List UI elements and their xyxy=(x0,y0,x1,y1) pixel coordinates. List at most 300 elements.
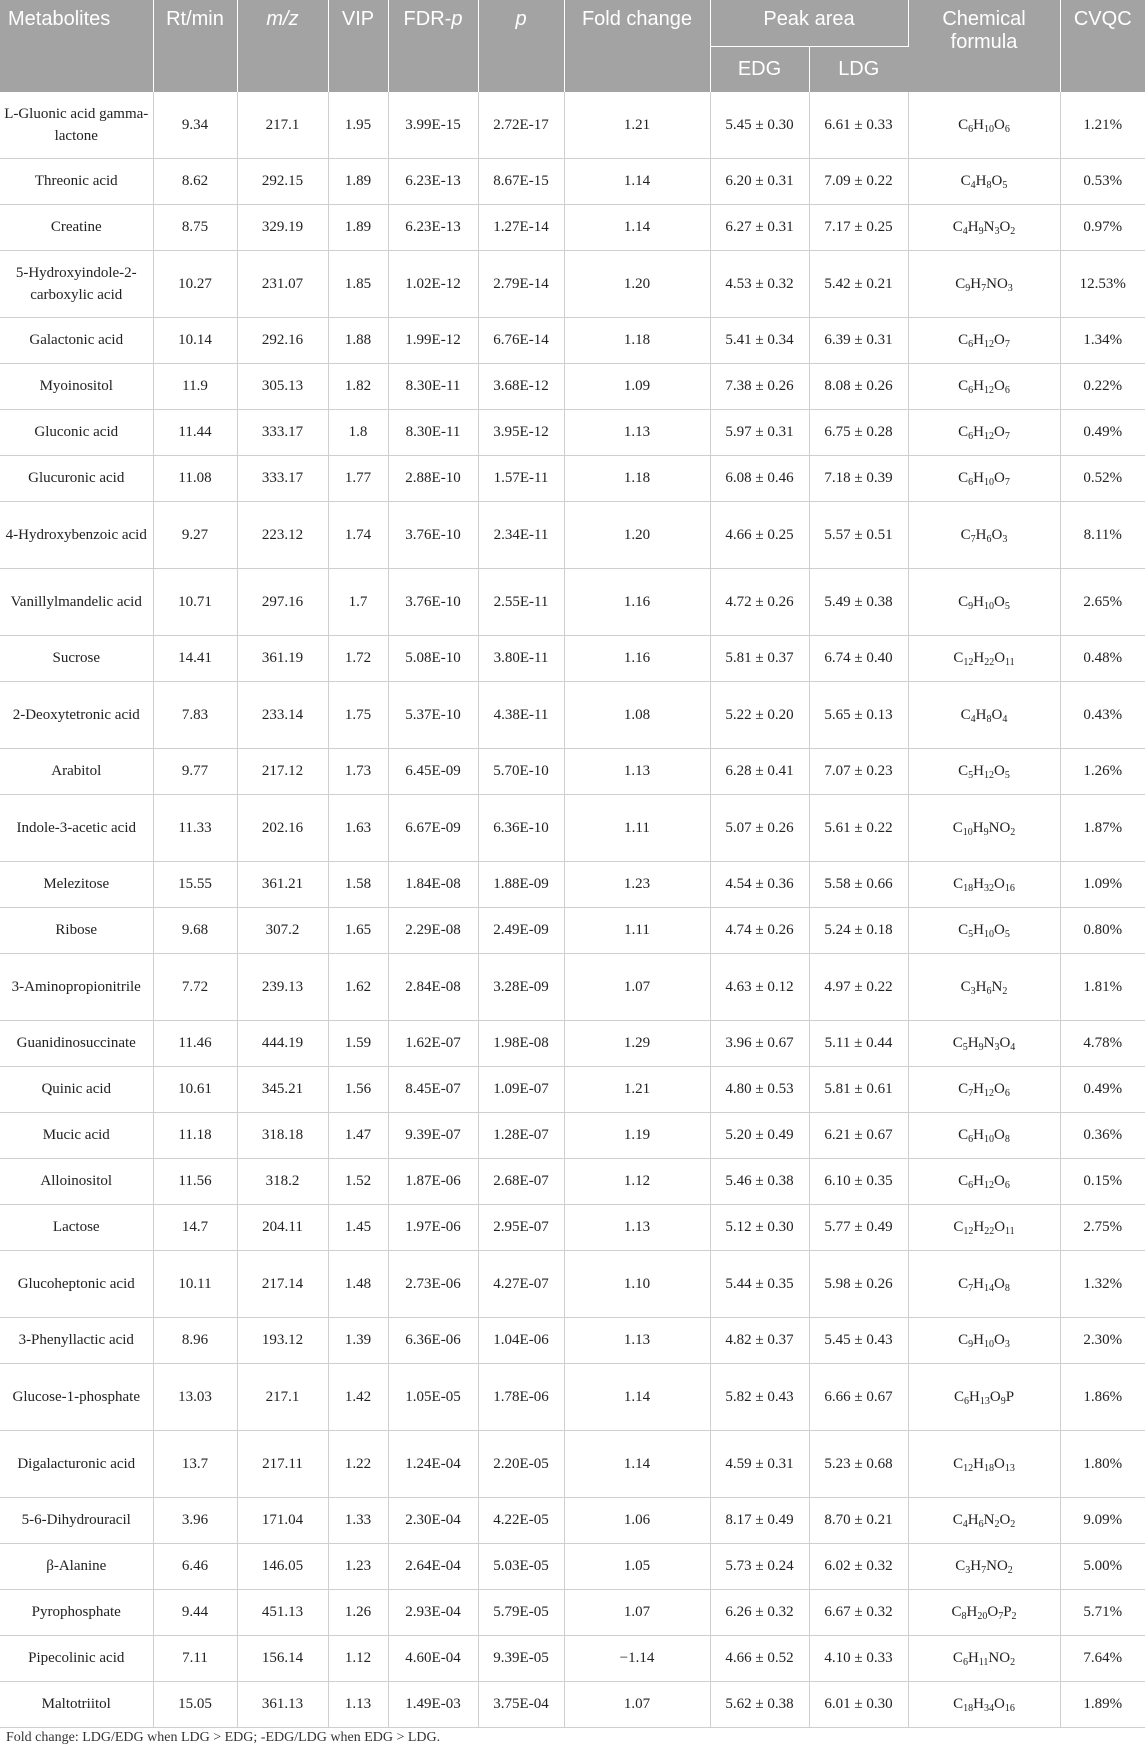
formula-element: H xyxy=(970,1558,982,1574)
formula-element: C xyxy=(960,173,971,189)
header-edg: EDG xyxy=(710,46,809,92)
formula-subscript: 14 xyxy=(984,1282,995,1294)
header-fdr-p xyxy=(388,0,478,92)
formula-element: C xyxy=(958,1332,969,1348)
header-cvqc: CVQC xyxy=(1060,0,1145,92)
formula-element: C xyxy=(958,593,969,610)
formula-element: H xyxy=(973,876,985,892)
vip-value: 1.63 xyxy=(328,794,388,861)
formula-element: O xyxy=(994,470,1005,486)
edg-peak-area: 4.54 ± 0.36 xyxy=(710,861,809,907)
cvqc-value: 1.34% xyxy=(1060,317,1145,363)
formula-subscript: 5 xyxy=(1004,600,1010,612)
formula-element: H xyxy=(973,1173,985,1189)
p-value: 9.39E-05 xyxy=(478,1635,564,1681)
formula-subscript: 5 xyxy=(1002,180,1008,191)
fold-change-value: 1.08 xyxy=(564,681,710,748)
fold-change-value: 1.14 xyxy=(564,158,710,204)
fdr-p-value: 1.99E-12 xyxy=(388,317,478,363)
cvqc-value: 0.49% xyxy=(1060,1066,1145,1112)
vip-value: 1.89 xyxy=(328,158,388,204)
edg-peak-area: 7.38 ± 0.26 xyxy=(710,363,809,409)
cvqc-value: 0.22% xyxy=(1060,363,1145,409)
chemical-formula xyxy=(908,1250,1060,1317)
formula-element: O xyxy=(994,876,1005,892)
mz-value: 307.2 xyxy=(237,907,328,953)
p-value: 1.57E-11 xyxy=(478,455,564,501)
formula-subscript: 3 xyxy=(965,1565,971,1576)
p-value: 3.68E-12 xyxy=(478,363,564,409)
ldg-peak-area: 5.77 ± 0.49 xyxy=(809,1204,908,1250)
p-value: 6.36E-10 xyxy=(478,794,564,861)
cvqc-value: 0.43% xyxy=(1060,681,1145,748)
mz-value: 444.19 xyxy=(237,1020,328,1066)
ldg-peak-area: 6.67 ± 0.32 xyxy=(809,1589,908,1635)
edg-peak-area: 6.26 ± 0.32 xyxy=(710,1589,809,1635)
formula-subscript: 7 xyxy=(1004,431,1010,442)
table-row xyxy=(0,953,1145,1020)
formula-subscript: 6 xyxy=(968,385,974,396)
mz-value: 297.16 xyxy=(237,568,328,635)
fold-change-value: 1.09 xyxy=(564,363,710,409)
vip-value: 1.74 xyxy=(328,501,388,568)
ldg-peak-area: 8.08 ± 0.26 xyxy=(809,363,908,409)
edg-peak-area: 4.74 ± 0.26 xyxy=(710,907,809,953)
cvqc-value: 1.81% xyxy=(1060,953,1145,1020)
ldg-peak-area: 7.07 ± 0.23 xyxy=(809,748,908,794)
formula-subscript: 12 xyxy=(963,657,974,668)
fdr-p-value: 1.24E-04 xyxy=(388,1430,478,1497)
edg-peak-area: 4.80 ± 0.53 xyxy=(710,1066,809,1112)
mz-value: 318.18 xyxy=(237,1112,328,1158)
cvqc-value: 0.97% xyxy=(1060,204,1145,250)
header-formula-line1: Chemical xyxy=(942,8,1026,30)
fdr-p-value: 3.76E-10 xyxy=(388,501,478,568)
p-value: 3.95E-12 xyxy=(478,409,564,455)
fold-change-value: 1.14 xyxy=(564,1430,710,1497)
mz-value: 231.07 xyxy=(237,250,328,317)
fold-change-value: 1.13 xyxy=(564,748,710,794)
edg-peak-area: 6.28 ± 0.41 xyxy=(710,748,809,794)
p-value: 8.67E-15 xyxy=(478,158,564,204)
edg-peak-area: 6.08 ± 0.46 xyxy=(710,455,809,501)
cvqc-value: 8.11% xyxy=(1060,501,1145,568)
formula-element: NO xyxy=(986,1558,1008,1574)
metabolite-name: β-Alanine xyxy=(0,1543,153,1589)
header-mz xyxy=(237,0,328,92)
formula-element: C xyxy=(958,424,969,440)
chemical-formula xyxy=(908,794,1060,861)
ldg-peak-area: 6.21 ± 0.67 xyxy=(809,1112,908,1158)
mz-value: 361.19 xyxy=(237,635,328,681)
formula-subscript: 5 xyxy=(968,929,974,940)
formula-element: O xyxy=(991,706,1003,723)
formula-subscript: 9 xyxy=(965,282,971,294)
header-p xyxy=(478,0,564,92)
table-row xyxy=(0,1158,1145,1204)
formula-element: O xyxy=(994,922,1005,938)
fdr-p-value: 4.60E-04 xyxy=(388,1635,478,1681)
chemical-formula xyxy=(908,92,1060,159)
fdr-p-value: 1.97E-06 xyxy=(388,1204,478,1250)
fold-change-value: 1.13 xyxy=(564,1204,710,1250)
fdr-p-value: 6.45E-09 xyxy=(388,748,478,794)
vip-value: 1.58 xyxy=(328,861,388,907)
mz-value: 217.11 xyxy=(237,1430,328,1497)
formula-subscript: 11 xyxy=(1005,657,1015,668)
formula-element: H xyxy=(969,1388,980,1405)
formula-subscript: 2 xyxy=(1002,985,1008,997)
formula-subscript: 9 xyxy=(968,1339,974,1350)
table-row xyxy=(0,1363,1145,1430)
ldg-peak-area: 5.23 ± 0.68 xyxy=(809,1430,908,1497)
chemical-formula xyxy=(908,250,1060,317)
vip-value: 1.42 xyxy=(328,1363,388,1430)
formula-subscript: 9 xyxy=(968,600,974,612)
cvqc-value: 1.26% xyxy=(1060,748,1145,794)
mz-value: 345.21 xyxy=(237,1066,328,1112)
formula-element: O xyxy=(994,1455,1005,1472)
vip-value: 1.23 xyxy=(328,1543,388,1589)
formula-element: O xyxy=(994,763,1005,779)
table-row xyxy=(0,158,1145,204)
formula-element: C xyxy=(958,332,969,348)
formula-subscript: 12 xyxy=(963,1462,974,1474)
ldg-peak-area: 6.74 ± 0.40 xyxy=(809,635,908,681)
p-value: 2.79E-14 xyxy=(478,250,564,317)
vip-value: 1.65 xyxy=(328,907,388,953)
chemical-formula xyxy=(908,1020,1060,1066)
header-formula-line2: formula xyxy=(950,31,1018,53)
fold-change-value: 1.18 xyxy=(564,455,710,501)
edg-peak-area: 5.73 ± 0.24 xyxy=(710,1543,809,1589)
edg-peak-area: 4.66 ± 0.25 xyxy=(710,501,809,568)
formula-subscript: 6 xyxy=(968,431,974,442)
fold-change-value: 1.20 xyxy=(564,501,710,568)
metabolite-name: Galactonic acid xyxy=(0,317,153,363)
fdr-p-value: 1.87E-06 xyxy=(388,1158,478,1204)
vip-value: 1.88 xyxy=(328,317,388,363)
chemical-formula xyxy=(908,907,1060,953)
cvqc-value: 0.52% xyxy=(1060,455,1145,501)
p-value: 3.75E-04 xyxy=(478,1681,564,1727)
metabolite-name: Maltotriitol xyxy=(0,1681,153,1727)
mz-value: 217.1 xyxy=(237,92,328,159)
p-value: 1.98E-08 xyxy=(478,1020,564,1066)
formula-subscript: 3 xyxy=(1002,533,1008,545)
formula-element: H xyxy=(975,706,987,723)
formula-subscript: 32 xyxy=(984,883,995,894)
formula-subscript: 18 xyxy=(984,1462,995,1474)
formula-element: H xyxy=(973,1332,985,1348)
fold-change-value: 1.14 xyxy=(564,204,710,250)
chemical-formula xyxy=(908,1363,1060,1430)
chemical-formula xyxy=(908,204,1060,250)
formula-subscript: 12 xyxy=(963,1226,974,1237)
rt-value: 7.11 xyxy=(153,1635,237,1681)
p-value: 6.76E-14 xyxy=(478,317,564,363)
cvqc-value: 1.87% xyxy=(1060,794,1145,861)
formula-subscript: 5 xyxy=(962,1042,968,1053)
p-value: 3.28E-09 xyxy=(478,953,564,1020)
formula-element: O xyxy=(989,1388,1001,1405)
formula-element: C xyxy=(958,1275,969,1292)
formula-subscript: 2 xyxy=(1010,826,1016,838)
ldg-peak-area: 4.10 ± 0.33 xyxy=(809,1635,908,1681)
mz-value: 217.14 xyxy=(237,1250,328,1317)
formula-subscript: 12 xyxy=(984,1180,995,1191)
p-value: 1.28E-07 xyxy=(478,1112,564,1158)
cvqc-value: 0.36% xyxy=(1060,1112,1145,1158)
fold-change-value: 1.29 xyxy=(564,1020,710,1066)
cvqc-value: 2.65% xyxy=(1060,568,1145,635)
vip-value: 1.22 xyxy=(328,1430,388,1497)
fdr-p-value: 6.36E-06 xyxy=(388,1317,478,1363)
table-row xyxy=(0,363,1145,409)
fdr-p-value: 5.37E-10 xyxy=(388,681,478,748)
metabolite-name: Melezitose xyxy=(0,861,153,907)
formula-element: O xyxy=(994,1081,1005,1097)
metabolite-name: Digalacturonic acid xyxy=(0,1430,153,1497)
ldg-peak-area: 5.11 ± 0.44 xyxy=(809,1020,908,1066)
formula-subscript: 4 xyxy=(1002,713,1008,725)
fold-change-value: 1.14 xyxy=(564,1363,710,1430)
mz-value: 146.05 xyxy=(237,1543,328,1589)
metabolite-name: Myoinositol xyxy=(0,363,153,409)
fdr-p-value: 2.73E-06 xyxy=(388,1250,478,1317)
edg-peak-area: 6.20 ± 0.31 xyxy=(710,158,809,204)
formula-subscript: 16 xyxy=(1004,883,1015,894)
formula-element: NO xyxy=(986,275,1008,292)
vip-value: 1.7 xyxy=(328,568,388,635)
formula-element: N xyxy=(983,1035,995,1051)
vip-value: 1.33 xyxy=(328,1497,388,1543)
mz-value: 217.12 xyxy=(237,748,328,794)
table-row xyxy=(0,1020,1145,1066)
ldg-peak-area: 7.09 ± 0.22 xyxy=(809,158,908,204)
formula-element: H xyxy=(967,219,979,235)
chemical-formula xyxy=(908,1635,1060,1681)
formula-element: H xyxy=(975,173,987,189)
ldg-peak-area: 5.81 ± 0.61 xyxy=(809,1066,908,1112)
edg-peak-area: 5.62 ± 0.38 xyxy=(710,1681,809,1727)
rt-value: 14.41 xyxy=(153,635,237,681)
table-row xyxy=(0,1317,1145,1363)
cvqc-value: 1.86% xyxy=(1060,1363,1145,1430)
rt-value: 11.56 xyxy=(153,1158,237,1204)
fdr-p-value: 2.88E-10 xyxy=(388,455,478,501)
formula-subscript: 4 xyxy=(970,713,976,725)
header-p-text: p xyxy=(515,8,527,30)
formula-subscript: 12 xyxy=(984,339,995,350)
formula-element: H xyxy=(966,1604,978,1620)
metabolite-name: Guanidinosuccinate xyxy=(0,1020,153,1066)
fold-change-value: 1.21 xyxy=(564,92,710,159)
vip-value: 1.95 xyxy=(328,92,388,159)
fold-change-value: 1.12 xyxy=(564,1158,710,1204)
metabolite-name: Lactose xyxy=(0,1204,153,1250)
fold-change-value: 1.07 xyxy=(564,1589,710,1635)
formula-element: C xyxy=(953,876,964,892)
p-value: 2.55E-11 xyxy=(478,568,564,635)
mz-value: 361.21 xyxy=(237,861,328,907)
metabolite-name: Vanillylmandelic acid xyxy=(0,568,153,635)
table-row xyxy=(0,409,1145,455)
formula-element: H xyxy=(967,1512,979,1528)
formula-subscript: 7 xyxy=(998,1611,1004,1622)
formula-element: O xyxy=(999,1035,1011,1051)
table-row xyxy=(0,501,1145,568)
chemical-formula xyxy=(908,748,1060,794)
p-value: 5.70E-10 xyxy=(478,748,564,794)
formula-subscript: 6 xyxy=(968,477,974,488)
mz-value: 361.13 xyxy=(237,1681,328,1727)
chemical-formula xyxy=(908,158,1060,204)
table-row xyxy=(0,635,1145,681)
metabolite-name: Quinic acid xyxy=(0,1066,153,1112)
rt-value: 6.46 xyxy=(153,1543,237,1589)
metabolite-name: Indole-3-acetic acid xyxy=(0,794,153,861)
cvqc-value: 9.09% xyxy=(1060,1497,1145,1543)
formula-subscript: 6 xyxy=(962,1657,968,1668)
vip-value: 1.52 xyxy=(328,1158,388,1204)
ldg-peak-area: 5.58 ± 0.66 xyxy=(809,861,908,907)
table-row xyxy=(0,250,1145,317)
rt-value: 3.96 xyxy=(153,1497,237,1543)
fold-change-value: 1.06 xyxy=(564,1497,710,1543)
fdr-p-value: 3.76E-10 xyxy=(388,568,478,635)
rt-value: 11.08 xyxy=(153,455,237,501)
p-value: 4.22E-05 xyxy=(478,1497,564,1543)
formula-element: C xyxy=(952,219,963,235)
chemical-formula xyxy=(908,1204,1060,1250)
formula-element: H xyxy=(973,650,985,666)
p-value: 5.79E-05 xyxy=(478,1589,564,1635)
fold-change-value: 1.05 xyxy=(564,1543,710,1589)
rt-value: 9.77 xyxy=(153,748,237,794)
formula-element: H xyxy=(973,378,985,394)
header-metabolites: Metabolites xyxy=(0,0,153,92)
formula-element: O xyxy=(994,378,1005,394)
formula-subscript: 7 xyxy=(981,282,987,294)
edg-peak-area: 4.66 ± 0.52 xyxy=(710,1635,809,1681)
formula-element: C xyxy=(953,1219,964,1235)
rt-value: 15.05 xyxy=(153,1681,237,1727)
cvqc-value: 0.15% xyxy=(1060,1158,1145,1204)
formula-subscript: 7 xyxy=(968,1282,974,1294)
formula-element: C xyxy=(960,978,971,995)
formula-subscript: 12 xyxy=(984,770,995,781)
mz-value: 202.16 xyxy=(237,794,328,861)
header-peak-area: Peak area xyxy=(710,0,908,46)
mz-value: 451.13 xyxy=(237,1589,328,1635)
formula-element: C xyxy=(953,1388,964,1405)
header-chemical-formula xyxy=(908,0,1060,92)
fdr-p-value: 2.30E-04 xyxy=(388,1497,478,1543)
table-row xyxy=(0,1635,1145,1681)
formula-element: H xyxy=(973,470,985,486)
table-row xyxy=(0,1250,1145,1317)
rt-value: 10.71 xyxy=(153,568,237,635)
rt-value: 11.18 xyxy=(153,1112,237,1158)
mz-value: 156.14 xyxy=(237,1635,328,1681)
cvqc-value: 12.53% xyxy=(1060,250,1145,317)
formula-element: C xyxy=(953,650,964,666)
formula-element: O xyxy=(994,424,1005,440)
table-row xyxy=(0,1589,1145,1635)
formula-subscript: 7 xyxy=(1004,339,1010,350)
rt-value: 8.62 xyxy=(153,158,237,204)
formula-element: H xyxy=(973,922,985,938)
formula-subscript: 4 xyxy=(962,226,968,237)
fold-change-value: 1.16 xyxy=(564,635,710,681)
edg-peak-area: 3.96 ± 0.67 xyxy=(710,1020,809,1066)
metabolite-name: Glucoheptonic acid xyxy=(0,1250,153,1317)
formula-element: H xyxy=(970,275,982,292)
rt-value: 13.03 xyxy=(153,1363,237,1430)
formula-subscript: 12 xyxy=(984,1088,995,1099)
ldg-peak-area: 5.65 ± 0.13 xyxy=(809,681,908,748)
formula-subscript: 6 xyxy=(968,1134,974,1145)
formula-element: C xyxy=(958,1127,969,1143)
formula-element: O xyxy=(991,173,1003,189)
table-row xyxy=(0,92,1145,159)
fdr-p-value: 1.49E-03 xyxy=(388,1681,478,1727)
ldg-peak-area: 6.66 ± 0.67 xyxy=(809,1363,908,1430)
header-fdr-p-letter: p xyxy=(451,8,463,30)
fold-change-value: 1.21 xyxy=(564,1066,710,1112)
rt-value: 9.27 xyxy=(153,501,237,568)
formula-subscript: 12 xyxy=(984,431,995,442)
formula-element: H xyxy=(973,1127,985,1143)
ldg-peak-area: 5.24 ± 0.18 xyxy=(809,907,908,953)
metabolite-name: 3-Phenyllactic acid xyxy=(0,1317,153,1363)
formula-subscript: 34 xyxy=(984,1703,995,1714)
fold-change-value: 1.13 xyxy=(564,1317,710,1363)
formula-subscript: 2 xyxy=(1010,226,1016,237)
cvqc-value: 1.80% xyxy=(1060,1430,1145,1497)
cvqc-value: 1.89% xyxy=(1060,1681,1145,1727)
formula-element: C xyxy=(960,526,971,543)
formula-subscript: 18 xyxy=(963,883,974,894)
vip-value: 1.26 xyxy=(328,1589,388,1635)
formula-subscript: 7 xyxy=(970,533,976,545)
header-fold-change: Fold change xyxy=(564,0,710,92)
fold-change-value: 1.16 xyxy=(564,568,710,635)
fdr-p-value: 6.23E-13 xyxy=(388,158,478,204)
rt-value: 10.11 xyxy=(153,1250,237,1317)
ldg-peak-area: 6.75 ± 0.28 xyxy=(809,409,908,455)
p-value: 1.04E-06 xyxy=(478,1317,564,1363)
fold-change-value: −1.14 xyxy=(564,1635,710,1681)
formula-element: H xyxy=(973,1081,985,1097)
p-value: 2.34E-11 xyxy=(478,501,564,568)
formula-subscript: 3 xyxy=(994,226,1000,237)
table-row xyxy=(0,455,1145,501)
table-row xyxy=(0,1543,1145,1589)
formula-subscript: 16 xyxy=(1004,1703,1015,1714)
formula-subscript: 10 xyxy=(984,600,995,612)
formula-subscript: 7 xyxy=(981,1565,987,1576)
chemical-formula xyxy=(908,363,1060,409)
formula-subscript: 9 xyxy=(978,226,984,237)
cvqc-value: 5.71% xyxy=(1060,1589,1145,1635)
ldg-peak-area: 6.39 ± 0.31 xyxy=(809,317,908,363)
fold-change-value: 1.23 xyxy=(564,861,710,907)
formula-element: H xyxy=(967,1035,979,1051)
p-value: 2.20E-05 xyxy=(478,1430,564,1497)
table-row xyxy=(0,1066,1145,1112)
